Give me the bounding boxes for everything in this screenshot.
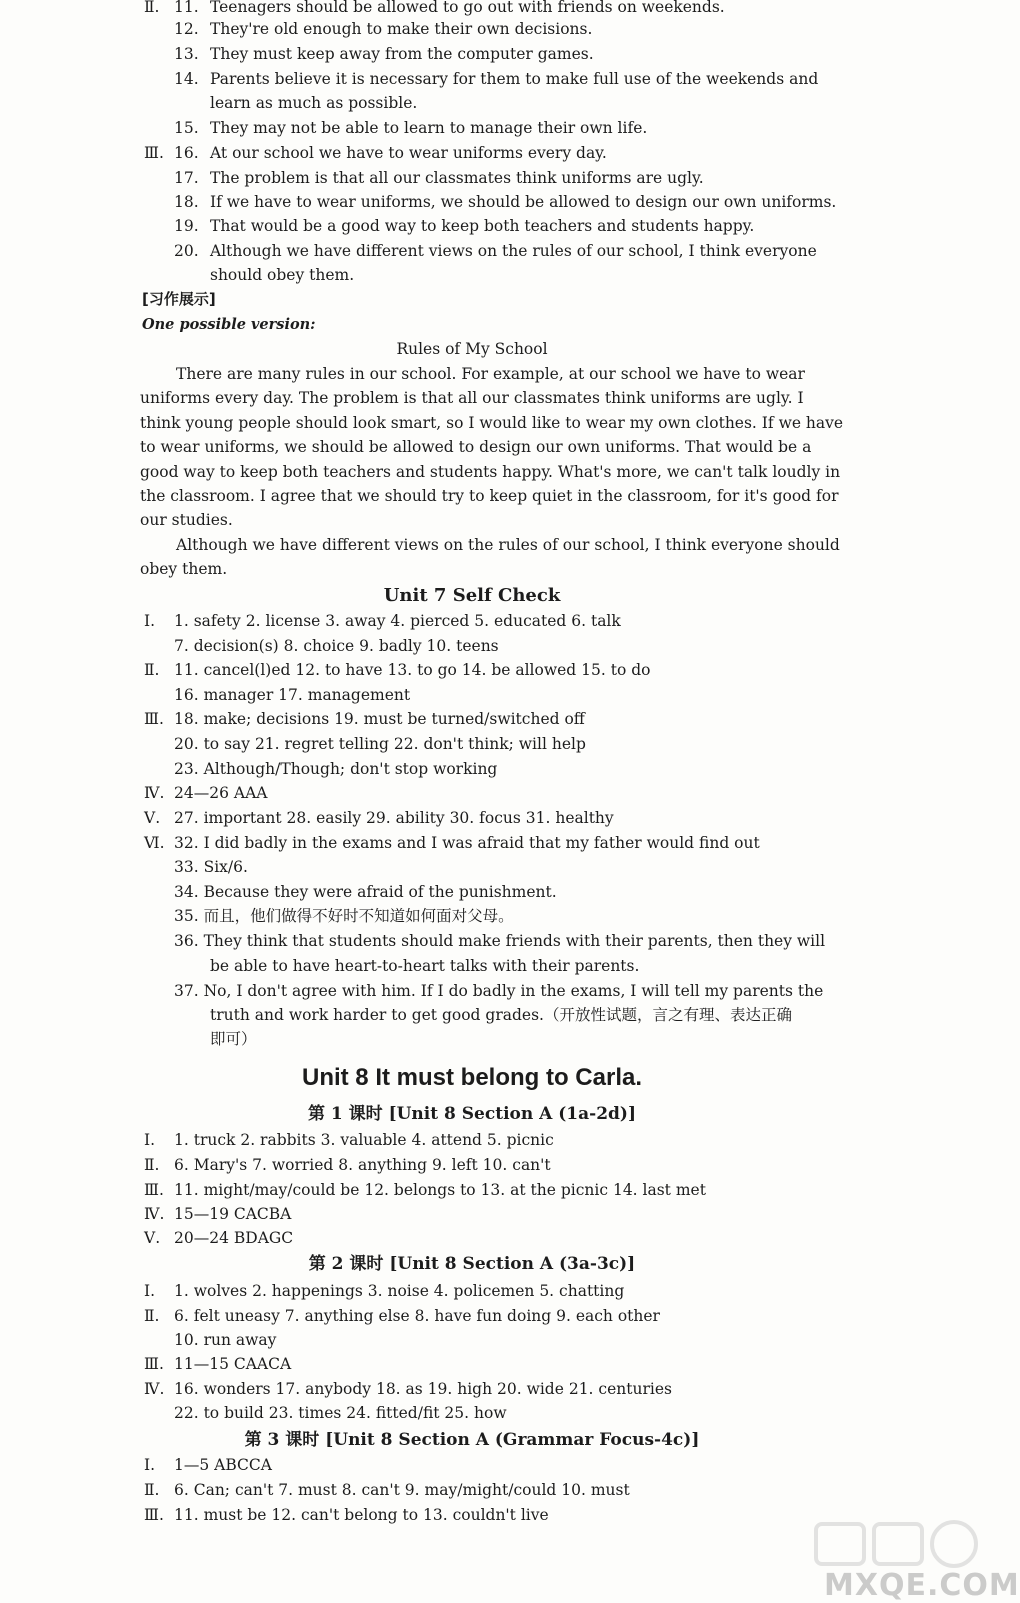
answer-line: 32. I did badly in the exams and I was afraid that my father would find out: [174, 834, 760, 852]
answer-text: They must keep away from the computer games.: [210, 45, 594, 63]
answer-line: 18. make; decisions 19. must be turned/switched off: [174, 710, 585, 728]
unit-heading: Unit 8 It must belong to Carla.: [301, 1064, 643, 1091]
answer-line: 10. run away: [174, 1331, 277, 1349]
answer-text: The problem is that all our classmates think uniforms are ugly.: [210, 169, 704, 187]
essay-line: There are many rules in our school. For example, at our school we have to wear: [176, 365, 805, 383]
essay-line: to wear uniforms, we should be allowed to design our own uniforms. That would be a: [140, 438, 812, 456]
answer-line: 7. decision(s) 8. choice 9. badly 10. teens: [174, 637, 499, 655]
answer-line: 1—5 ABCCA: [174, 1456, 272, 1474]
roman-numeral: Ⅲ.: [144, 1181, 164, 1199]
answer-line: 16. manager 17. management: [174, 686, 411, 704]
answer-line: 34. Because they were afraid of the punishment.: [174, 883, 557, 901]
roman-numeral: Ⅰ.: [144, 1456, 156, 1474]
answer-text: Although we have different views on the rules of our school, I think everyone: [210, 242, 817, 260]
answer-line: 15—19 CACBA: [174, 1205, 292, 1223]
answer-number: 14.: [174, 70, 199, 88]
answer-line-continued: 即可）: [210, 1030, 257, 1048]
answer-line: 1. safety 2. license 3. away 4. pierced 5. educated 6. talk: [174, 612, 621, 630]
answer-text: They may not be able to learn to manage their own life.: [210, 119, 648, 137]
lesson-title: 第 3 课时 [Unit 8 Section A (Grammar Focus-4c)]: [244, 1430, 700, 1450]
answer-line: 6. felt uneasy 7. anything else 8. have fun doing 9. each other: [174, 1307, 660, 1325]
answer-text: If we have to wear uniforms, we should be allowed to design our own uniforms.: [210, 193, 837, 211]
answer-number: 19.: [174, 217, 199, 235]
answer-text-continued: learn as much as possible.: [210, 94, 418, 112]
answer-line: 16. wonders 17. anybody 18. as 19. high 20. wide 21. centuries: [174, 1380, 672, 1398]
answer-text: They're old enough to make their own decisions.: [210, 20, 593, 38]
answer-text: Parents believe it is necessary for them to make full use of the weekends and: [210, 70, 819, 88]
answer-line-continued: truth and work harder to get good grades.（开放性试题，言之有理、表达正确: [210, 1006, 792, 1024]
answer-line: 6. Mary's 7. worried 8. anything 9. left 10. can't: [174, 1156, 551, 1174]
answer-line: 11. might/may/could be 12. belongs to 13. at the picnic 14. last met: [174, 1181, 706, 1199]
answer-line: 36. They think that students should make friends with their parents, then they will: [174, 932, 826, 950]
answer-line: 20. to say 21. regret telling 22. don't think; will help: [174, 735, 586, 753]
essay-line: the classroom. I agree that we should try to keep quiet in the classroom, for it's good for: [140, 487, 839, 505]
roman-numeral: Ⅴ.: [144, 809, 161, 827]
answer-line: 11—15 CAACA: [174, 1355, 292, 1373]
roman-numeral: Ⅱ.: [144, 1156, 160, 1174]
answer-number: 20.: [174, 242, 199, 260]
essay-title: Rules of My School: [396, 340, 548, 358]
answer-text: Teenagers should be allowed to go out with friends on weekends.: [210, 0, 725, 16]
answer-line: 24—26 AAA: [174, 784, 268, 802]
roman-numeral: Ⅳ.: [144, 784, 165, 802]
roman-numeral: Ⅱ.: [144, 1307, 160, 1325]
answer-number: 13.: [174, 45, 199, 63]
answer-line: 35. 而且，他们做得不好时不知道如何面对父母。: [174, 907, 514, 925]
roman-numeral: Ⅳ.: [144, 1205, 165, 1223]
answer-line: 27. important 28. easily 29. ability 30. focus 31. healthy: [174, 809, 614, 827]
roman-numeral: Ⅵ.: [144, 834, 165, 852]
answer-line: 20—24 BDAGC: [174, 1229, 294, 1247]
answer-text: That would be a good way to keep both teachers and students happy.: [210, 217, 755, 235]
answer-line: 11. must be 12. can't belong to 13. couldn't live: [174, 1506, 549, 1524]
answer-line: 1. wolves 2. happenings 3. noise 4. policemen 5. chatting: [174, 1282, 625, 1300]
version-label: One possible version:: [142, 316, 316, 333]
essay-line: good way to keep both teachers and students happy. What's more, we can't talk loudly in: [140, 463, 841, 481]
answer-line: 1. truck 2. rabbits 3. valuable 4. attend 5. picnic: [174, 1131, 554, 1149]
watermark-text: MXQE.COM: [824, 1568, 1020, 1603]
essay-line: uniforms every day. The problem is that all our classmates think uniforms are ugly. I: [140, 389, 804, 407]
lesson-title: 第 2 课时 [Unit 8 Section A (3a-3c)]: [308, 1254, 636, 1274]
answer-number: 11.: [174, 0, 199, 16]
roman-numeral: Ⅱ.: [144, 0, 160, 16]
roman-numeral: Ⅱ.: [144, 661, 160, 679]
essay-line: our studies.: [140, 511, 233, 529]
roman-numeral: Ⅴ.: [144, 1229, 161, 1247]
answer-line: 37. No, I don't agree with him. If I do badly in the exams, I will tell my parents the: [174, 982, 824, 1000]
roman-numeral: Ⅲ.: [144, 144, 164, 162]
answer-number: 16.: [174, 144, 199, 162]
answer-number: 18.: [174, 193, 199, 211]
roman-numeral: Ⅰ.: [144, 1282, 156, 1300]
roman-numeral: Ⅰ.: [144, 612, 156, 630]
lesson-title: 第 1 课时 [Unit 8 Section A (1a-2d)]: [307, 1104, 636, 1124]
section-title: Unit 7 Self Check: [383, 585, 561, 606]
roman-numeral: Ⅱ.: [144, 1481, 160, 1499]
essay-line: think young people should look smart, so I would like to wear my own clothes. If we have: [140, 414, 844, 432]
roman-numeral: Ⅰ.: [144, 1131, 156, 1149]
answer-line: 22. to build 23. times 24. fitted/fit 25. how: [174, 1404, 507, 1422]
answer-line: 33. Six/6.: [174, 858, 248, 876]
roman-numeral: Ⅲ.: [144, 1355, 164, 1373]
roman-numeral: Ⅳ.: [144, 1380, 165, 1398]
roman-numeral: Ⅲ.: [144, 1506, 164, 1524]
roman-numeral: Ⅲ.: [144, 710, 164, 728]
essay-line: Although we have different views on the rules of our school, I think everyone should: [176, 536, 840, 554]
answer-line: 11. cancel(l)ed 12. to have 13. to go 14. be allowed 15. to do: [174, 661, 651, 679]
answer-text: At our school we have to wear uniforms every day.: [210, 144, 607, 162]
answer-number: 12.: [174, 20, 199, 38]
answer-line: 23. Although/Though; don't stop working: [174, 760, 498, 778]
writing-label: [习作展示]: [142, 290, 216, 308]
answer-number: 15.: [174, 119, 199, 137]
essay-line: obey them.: [140, 560, 228, 578]
answer-text-continued: should obey them.: [210, 266, 355, 284]
answer-line-continued: be able to have heart-to-heart talks with their parents.: [210, 957, 640, 975]
answer-line: 6. Can; can't 7. must 8. can't 9. may/might/could 10. must: [174, 1481, 630, 1499]
answer-number: 17.: [174, 169, 199, 187]
